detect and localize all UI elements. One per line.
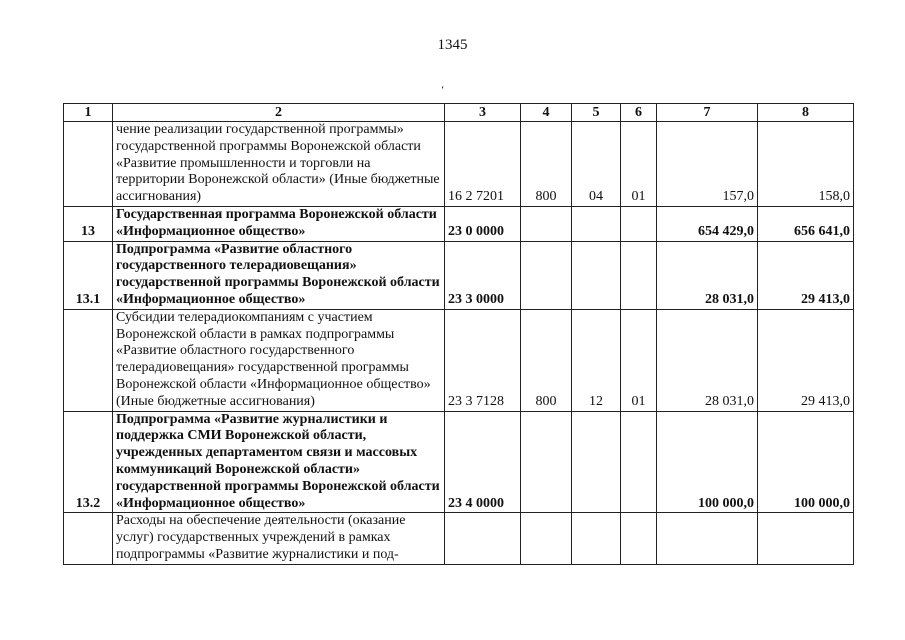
- row-amount-8: 100 000,0: [758, 411, 854, 513]
- col-header-3: 3: [445, 104, 521, 122]
- col-header-5: 5: [572, 104, 621, 122]
- row-code: 16 2 7201: [445, 122, 521, 207]
- row-code: [445, 513, 521, 564]
- col-header-6: 6: [621, 104, 657, 122]
- row-number: [64, 513, 113, 564]
- row-col4: [521, 513, 572, 564]
- row-amount-8: 29 413,0: [758, 309, 854, 411]
- col-header-2: 2: [113, 104, 445, 122]
- row-name: Подпрограмма «Развитие журналистики и поддержка СМИ Воронежской области, учрежденных департаментом связи и массовых коммуникаций Воронежской области» государственной программы Воронежской области «Информационное общество»: [113, 411, 445, 513]
- row-number: 13.1: [64, 241, 113, 309]
- row-col5: 04: [572, 122, 621, 207]
- table-row: [64, 241, 854, 309]
- row-code: 23 0 0000: [445, 206, 521, 241]
- row-number: 13.2: [64, 411, 113, 513]
- col-header-1: 1: [64, 104, 113, 122]
- row-code: 23 3 0000: [445, 241, 521, 309]
- row-col6: [621, 241, 657, 309]
- row-col6: [621, 513, 657, 564]
- row-amount-8: 29 413,0: [758, 241, 854, 309]
- row-number: [64, 309, 113, 411]
- row-amount-7: [657, 513, 758, 564]
- row-amount-7: 28 031,0: [657, 241, 758, 309]
- row-amount-8: 158,0: [758, 122, 854, 207]
- row-col6: 01: [621, 122, 657, 207]
- row-number: 13: [64, 206, 113, 241]
- row-code: 23 4 0000: [445, 411, 521, 513]
- table-row: [64, 513, 854, 564]
- row-col4: [521, 411, 572, 513]
- row-col4: 800: [521, 122, 572, 207]
- row-amount-8: [758, 513, 854, 564]
- row-code: 23 3 7128: [445, 309, 521, 411]
- stray-mark: ‘: [441, 85, 445, 96]
- row-amount-7: 157,0: [657, 122, 758, 207]
- row-col4: [521, 206, 572, 241]
- col-header-8: 8: [758, 104, 854, 122]
- table-row: [64, 309, 854, 411]
- col-header-7: 7: [657, 104, 758, 122]
- header-row: [64, 104, 854, 122]
- row-col6: [621, 206, 657, 241]
- table-row: [64, 206, 854, 241]
- table-row: [64, 122, 854, 207]
- row-col5: [572, 241, 621, 309]
- row-amount-7: 100 000,0: [657, 411, 758, 513]
- row-name: Государственная программа Воронежской области «Информационное общество»: [113, 206, 445, 241]
- row-amount-7: 28 031,0: [657, 309, 758, 411]
- row-amount-7: 654 429,0: [657, 206, 758, 241]
- row-name: Расходы на обеспечение деятельности (оказание услуг) государственных учреждений в рамках подпрограммы «Развитие журналистики и под-: [113, 513, 445, 564]
- row-col6: 01: [621, 309, 657, 411]
- row-col5: 12: [572, 309, 621, 411]
- budget-table: [63, 103, 854, 565]
- row-number: [64, 122, 113, 207]
- table-row: [64, 411, 854, 513]
- row-name: Подпрограмма «Развитие областного государственного телерадиовещания» государственной программы Воронежской области «Информационное общество»: [113, 241, 445, 309]
- row-name: Субсидии телерадиокомпаниям с участием Воронежской области в рамках подпрограммы «Развитие областного государственного телерадиовещания» государственной программы Воронежской области «Информационное общество» (Иные бюджетные ассигнования): [113, 309, 445, 411]
- col-header-4: 4: [521, 104, 572, 122]
- row-col4: [521, 241, 572, 309]
- row-col5: [572, 513, 621, 564]
- row-col5: [572, 411, 621, 513]
- page-number: 1345: [437, 37, 468, 53]
- row-col5: [572, 206, 621, 241]
- row-amount-8: 656 641,0: [758, 206, 854, 241]
- row-col4: 800: [521, 309, 572, 411]
- row-name: чение реализации государственной программы» государственной программы Воронежской области «Развитие промышленности и торговли на территории Воронежской области» (Иные бюджетные ассигнования): [113, 122, 445, 207]
- row-col6: [621, 411, 657, 513]
